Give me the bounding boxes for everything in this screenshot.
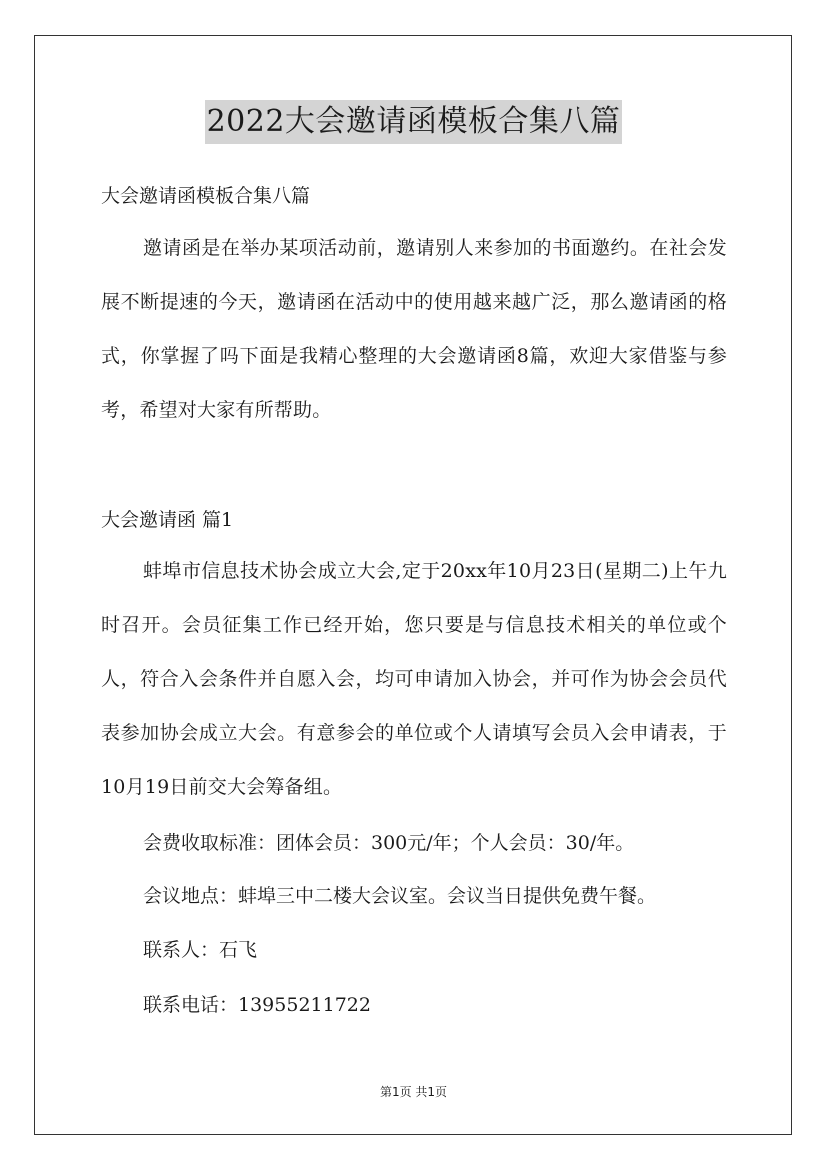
intro-paragraph: 邀请函是在举办某项活动前，邀请别人来参加的书面邀约。在社会发展不断提速的今天，邀请函在活动中的使用越来越广泛，那么邀请函的格式，你掌握了吗下面是我精心整理的大会邀请函8篇，欢迎大家借鉴与参考，希望对大家有所帮助。: [101, 237, 727, 421]
document-title: 2022大会邀请函模板合集八篇: [205, 100, 623, 144]
section-body-paragraph: 蚌埠市信息技术协会成立大会,定于20xx年10月23日(星期二)上午九时召开。会员征集工作已经开始，您只要是与信息技术相关的单位或个人，符合入会条件并自愿入会，均可申请加入协会，并可作为协会会员代表参加协会成立大会。有意参会的单位或个人请填写会员入会申请表，于10月19日前交大会筹备组。: [101, 560, 727, 798]
contact-line: 联系人：石飞: [143, 939, 258, 961]
fee-line: 会费收取标准：团体会员：300元/年；个人会员：30/年。: [143, 832, 635, 854]
document-subtitle: 大会邀请函模板合集八篇: [101, 185, 311, 207]
venue-line: 会议地点：蚌埠三中二楼大会议室。会议当日提供免费午餐。: [143, 885, 657, 907]
title-container: [0, 100, 827, 144]
section-heading: 大会邀请函 篇1: [101, 509, 234, 531]
page-number: 第1页 共1页: [379, 1085, 448, 1099]
phone-line: 联系电话：13955211722: [143, 994, 371, 1016]
